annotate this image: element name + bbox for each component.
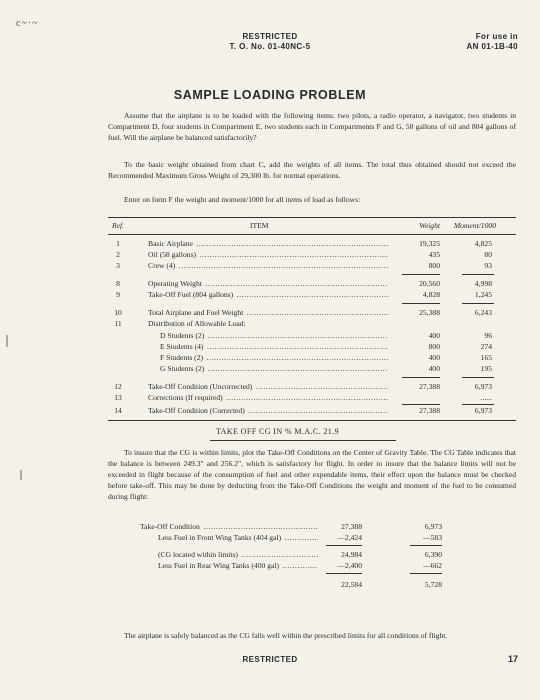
margin-mark — [20, 470, 22, 480]
row-item: F Students (2) ..... — [160, 353, 388, 363]
handwritten-mark: c~·~ — [16, 18, 39, 29]
computation-weight: —2,400 — [337, 561, 362, 570]
row-weight: 27,388 — [419, 406, 440, 415]
page-header-right — [466, 32, 518, 52]
row-weight: 800 — [428, 261, 440, 270]
row-moment: 274 — [480, 342, 492, 351]
computation-weight: —2,424 — [337, 533, 362, 542]
header-classification: RESTRICTED — [242, 32, 298, 41]
row-moment: 6,973 — [474, 406, 492, 415]
page-number: 17 — [507, 654, 518, 664]
row-weight: 25,388 — [419, 308, 440, 317]
paragraph-cg-check: To insure that the CG is within limits, plot the Take-Off Conditions on the Center of Gravity Table. The CG Table indicates that the balance is between 249.3" and 256.2", which is satisfactory for flight. In order to insure that the balance limits will not be exceeded in flight because of the consumption of fuel and other expendable items, their effect upon the balance must be checked before take-off. This may be done by deducting from the Take-Off Conditions the weight and moment of the fuel to be consumed during flight: — [108, 448, 516, 501]
row-moment: 93 — [484, 261, 492, 270]
subtotal-rule — [402, 377, 440, 378]
row-weight: 435 — [428, 250, 440, 259]
row-weight: 4,828 — [422, 290, 440, 299]
computation-moment: 5,728 — [424, 580, 442, 589]
paragraph-form-f: Enter on form F the weight and moment/1000 for all items of load as follows: — [124, 195, 361, 204]
page-footer-classification: RESTRICTED — [242, 655, 298, 664]
row-moment: 4,825 — [474, 239, 492, 248]
row-item: Operating Weight ..... — [148, 279, 388, 289]
subtotal-rule — [462, 404, 494, 405]
row-weight: 800 — [428, 342, 440, 351]
row-moment: 80 — [484, 250, 492, 259]
table-header-rule — [108, 234, 516, 235]
row-item: Crew (4) ..... — [148, 261, 388, 271]
subtotal-rule — [326, 573, 362, 574]
subtotal-rule — [462, 274, 494, 275]
header-moment: Moment/1000 — [453, 221, 496, 230]
row-ref: 3 — [116, 261, 120, 270]
subtotal-rule — [402, 404, 440, 405]
row-weight: 400 — [428, 364, 440, 373]
row-ref: 12 — [114, 382, 122, 391]
row-item: Basic Airplane ..... — [148, 239, 388, 249]
computation-weight: 27,388 — [341, 522, 362, 531]
row-weight: 19,325 — [419, 239, 440, 248]
table-top-rule — [108, 217, 516, 218]
header-ref: Ref. — [111, 221, 125, 230]
takeoff-cg-result: TAKE OFF CG IN % M.A.C. 21.9 — [216, 427, 340, 436]
row-ref: 2 — [116, 250, 120, 259]
row-moment: 6,973 — [474, 382, 492, 391]
page-title: SAMPLE LOADING PROBLEM — [173, 88, 367, 102]
row-item: D Students (2) ..... — [160, 331, 388, 341]
row-moment: 6,243 — [474, 308, 492, 317]
paragraph-basic-weight: To the basic weight obtained from chart C, add the weights of all items. The total thus obtained should not exceed the Recommended Maximum Gross Weight of 29,300 lb. for normal operations. — [108, 160, 516, 180]
row-moment: 4,998 — [474, 279, 492, 288]
subtotal-rule — [326, 545, 362, 546]
computation-label: Less Fuel in Front Wing Tanks (404 gal) ..... — [158, 533, 318, 543]
subtotal-rule — [462, 303, 494, 304]
paragraph-problem: Assume that the airplane is to be loaded with the following items: two pilots, a radio operator, a navigator, two students in Compartment D, four students in Compartment E, two students each in Compartments F and G, 58 gallons of oil and 804 gallons of fuel. Will the airplane be balanced satisfactorily? — [108, 111, 516, 142]
row-item: Total Airplane and Fuel Weight ..... — [148, 308, 388, 318]
row-item: Take-Off Condition (Uncorrected) ..... — [148, 382, 388, 392]
row-item: Take-Off Fuel (804 gallons) ..... — [148, 290, 388, 300]
row-ref: 9 — [116, 290, 120, 299]
row-moment: 1,245 — [474, 290, 492, 299]
row-weight: 20,560 — [419, 279, 440, 288]
row-weight: 400 — [428, 331, 440, 340]
subtotal-rule — [402, 274, 440, 275]
row-ref: 14 — [114, 406, 122, 415]
row-moment: ...... — [480, 393, 492, 402]
margin-mark — [6, 335, 8, 347]
header-an-number: AN 01-1B-40 — [466, 42, 518, 51]
row-item: E Students (4) ..... — [160, 342, 388, 352]
row-weight: 27,388 — [419, 382, 440, 391]
row-ref: 13 — [114, 393, 122, 402]
row-moment: 96 — [484, 331, 492, 340]
header-use-note: For use in — [475, 32, 518, 41]
computation-weight: 24,984 — [341, 550, 362, 559]
computation-moment: 6,973 — [424, 522, 442, 531]
row-item: Take-Off Condition (Corrected) ..... — [148, 406, 388, 416]
row-ref: 8 — [116, 279, 120, 288]
computation-label: Less Fuel in Rear Wing Tanks (400 gal) ..... — [158, 561, 318, 571]
header-tech-order: T. O. No. 01-40NC-5 — [229, 42, 311, 51]
computation-weight: 22,584 — [341, 580, 362, 589]
paragraph-conclusion: The airplane is safely balanced as the CG falls well within the prescribed limits for all conditions of flight. — [124, 631, 448, 640]
row-ref: 1 — [116, 239, 120, 248]
computation-moment: —662 — [423, 561, 442, 570]
row-ref: 11 — [114, 319, 122, 328]
subtotal-rule — [410, 573, 442, 574]
table-bottom-rule — [108, 420, 516, 421]
row-item: Distribution of Allowable Load: — [148, 319, 246, 328]
row-weight: 400 — [428, 353, 440, 362]
computation-label: Take-Off Condition ..... — [140, 522, 318, 532]
row-item: Oil (58 gallons) ..... — [148, 250, 388, 260]
computation-moment: —583 — [423, 533, 442, 542]
computation-label: (CG located within limits) ..... — [158, 550, 318, 560]
page-header-center — [0, 32, 540, 52]
subtotal-rule — [410, 545, 442, 546]
computation-moment: 6,390 — [424, 550, 442, 559]
subtotal-rule — [462, 377, 494, 378]
row-item: Corrections (If required) ..... — [148, 393, 388, 403]
row-moment: 165 — [480, 353, 492, 362]
subtotal-rule — [402, 303, 440, 304]
row-ref: 10 — [114, 308, 122, 317]
row-item: G Students (2) ..... — [160, 364, 388, 374]
row-moment: 195 — [480, 364, 492, 373]
header-weight: Weight — [419, 221, 440, 230]
header-item: ITEM — [250, 221, 269, 230]
